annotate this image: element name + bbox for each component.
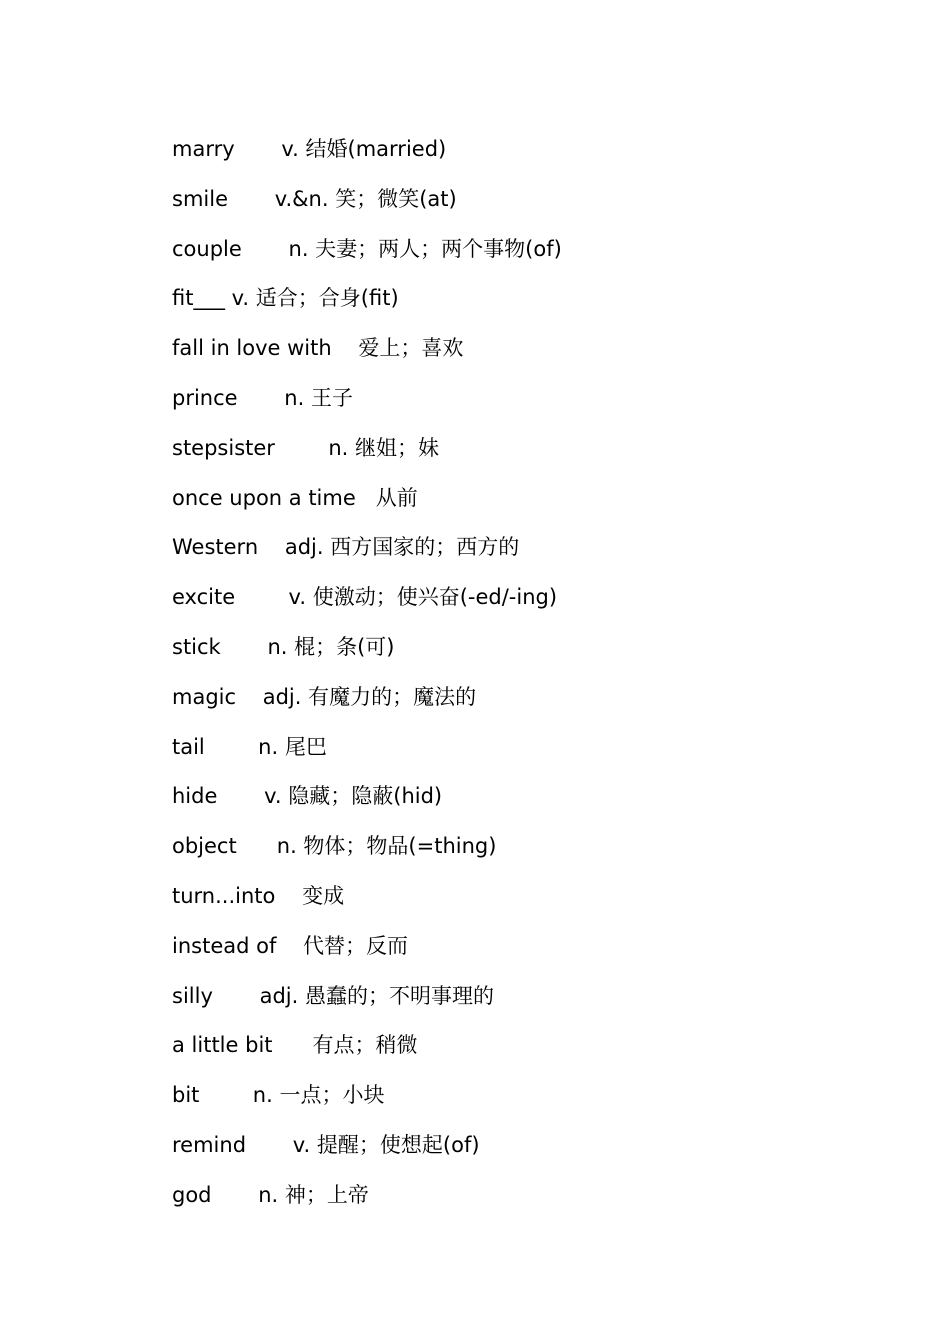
vocab-entry-tail: tail n. 尾巴 — [172, 734, 327, 759]
vocab-entry-western: Western adj. 西方国家的；西方的 — [172, 535, 520, 560]
vocab-entry-fall-in-love-with: fall in love with 爱上；喜欢 — [172, 336, 464, 361]
vocab-entry-instead-of: instead of 代替；反而 — [172, 933, 409, 958]
vocab-entry-couple: couple n. 夫妻；两人；两个事物(of) — [172, 236, 562, 261]
vocab-entry-a-little-bit: a little bit 有点；稍微 — [172, 1033, 418, 1058]
vocab-entry-excite: excite v. 使激动；使兴奋(-ed/-ing) — [172, 585, 558, 610]
vocab-entry-bit: bit n. 一点；小块 — [172, 1083, 385, 1108]
vocab-entry-silly: silly adj. 愚蠢的；不明事理的 — [172, 983, 494, 1008]
vocab-entry-god: god n. 神；上帝 — [172, 1182, 369, 1207]
vocab-entry-stepsister: stepsister n. 继姐；妹 — [172, 435, 439, 460]
vocab-entry-hide: hide v. 隐藏；隐蔽(hid) — [172, 784, 443, 809]
vocab-entry-remind: remind v. 提醒；使想起(of) — [172, 1132, 480, 1157]
vocab-entry-fit: fit___ v. 适合；合身(fit) — [172, 286, 399, 311]
vocab-entry-once-upon-a-time: once upon a time 从前 — [172, 485, 418, 510]
vocab-entry-magic: magic adj. 有魔力的；魔法的 — [172, 684, 477, 709]
vocab-entry-stick: stick n. 棍；条(可) — [172, 634, 395, 659]
vocab-entry-turn-into: turn...into 变成 — [172, 883, 345, 908]
vocab-entry-marry: marry v. 结婚(married) — [172, 137, 447, 161]
vocabulary-list — [172, 130, 872, 1226]
vocab-entry-prince: prince n. 王子 — [172, 385, 353, 410]
vocab-entry-object: object n. 物体；物品(=thing) — [172, 834, 497, 859]
vocab-entry-smile: smile v.&n. 笑；微笑(at) — [172, 186, 457, 211]
